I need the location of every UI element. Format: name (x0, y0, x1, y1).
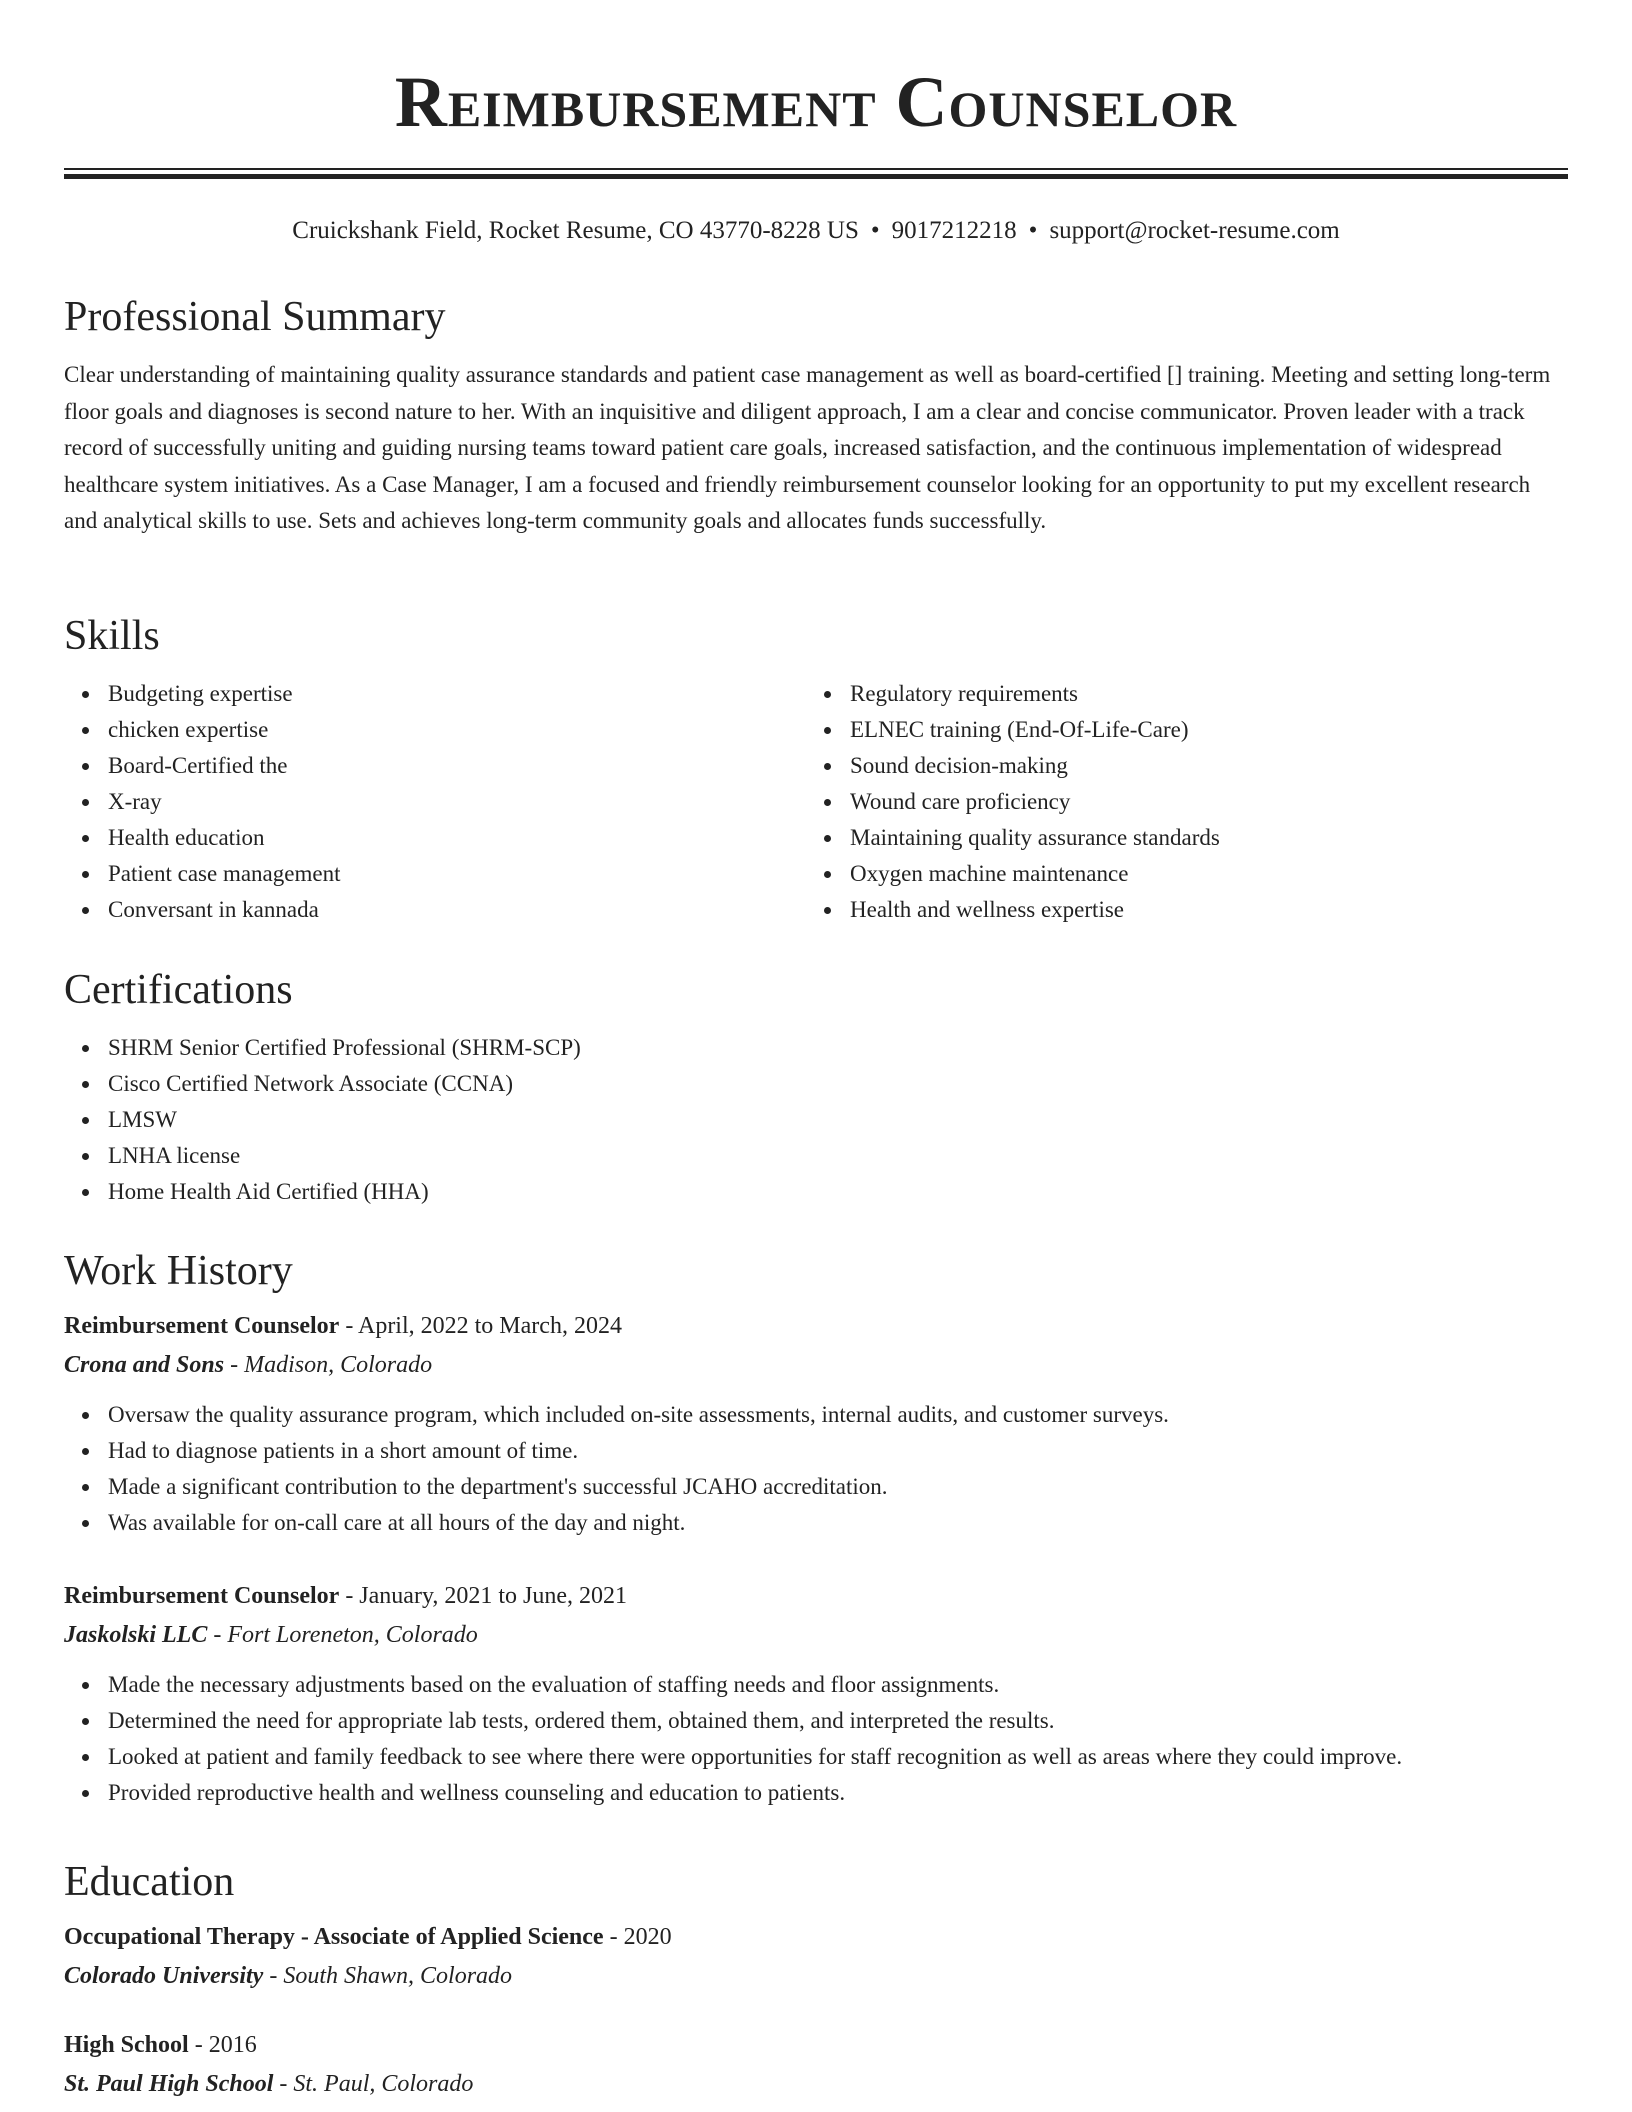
contact-separator: • (1028, 217, 1038, 244)
candidate-name: Reimbursement Counselor (394, 62, 1238, 142)
education-entry (64, 1918, 1568, 1996)
contact-separator: • (870, 217, 880, 244)
job-bullet: Determined the need for appropriate lab tests, ordered them, obtained them, and interpreted the results. (64, 1703, 1568, 1739)
skill-item: Board-Certified the (64, 748, 806, 784)
employer-line (64, 1346, 1568, 1385)
skills-columns (64, 676, 1568, 928)
school-name: St. Paul High School (64, 2071, 274, 2097)
certifications-list (64, 1030, 1568, 1210)
summary-heading: Professional Summary (64, 294, 446, 340)
skill-item: Regulatory requirements (806, 676, 1548, 712)
job-dates: - April, 2022 to March, 2024 (339, 1313, 622, 1339)
school-location: - St. Paul, Colorado (273, 2071, 474, 2097)
employer-name: Crona and Sons (64, 1352, 225, 1378)
employer-location: - Fort Loreneton, Colorado (207, 1622, 478, 1648)
contact-email: support@rocket-resume.com (1049, 217, 1340, 244)
skills-section (64, 608, 1568, 928)
job-bullets (64, 1397, 1568, 1541)
job-bullet: Was available for on-call care at all hours of the day and night. (64, 1505, 1568, 1541)
certifications-heading: Certifications (64, 967, 293, 1013)
employer-location: - Madison, Colorado (224, 1352, 433, 1378)
skills-heading: Skills (64, 613, 160, 659)
skill-item: ELNEC training (End-Of-Life-Care) (806, 712, 1548, 748)
skills-list-left (64, 676, 806, 928)
summary-text: Clear understanding of maintaining quality assurance standards and patient case management as well as board-certified [] training. Meeting and setting long-term floor goals and diagnoses is second nature to her. With an inquisitive and diligent approach, I am a clear and concise communicator. Proven leader with a track record of successfully uniting and guiding nursing teams toward patient care goals, increased satisfaction, and the continuous implementation of widespread healthcare system initiatives. As a Case Manager, I am a focused and friendly reimbursement counselor looking for an opportunity to put my excellent research and analytical skills to use. Sets and achieves long-term community goals and allocates funds successfully. (64, 362, 1551, 533)
certifications-section (64, 962, 1568, 1210)
skill-item: Conversant in kannada (64, 892, 806, 928)
degree-year: - 2020 (603, 1924, 672, 1950)
skill-item: Budgeting expertise (64, 676, 806, 712)
education-section (64, 1854, 1568, 2104)
certification-item: LMSW (64, 1102, 1568, 1138)
certification-item: Home Health Aid Certified (HHA) (64, 1174, 1568, 1210)
job-bullet: Provided reproductive health and wellness counseling and education to patients. (64, 1775, 1568, 1811)
employer-name: Jaskolski LLC (64, 1622, 208, 1648)
school-name: Colorado University (64, 1963, 264, 1989)
degree-line (64, 2026, 1568, 2065)
certification-item: LNHA license (64, 1138, 1568, 1174)
job-entry (64, 1577, 1568, 1811)
degree-name: Occupational Therapy - Associate of Applied Science (64, 1924, 604, 1950)
school-line (64, 2065, 1568, 2104)
education-heading: Education (64, 1859, 235, 1905)
job-title: Reimbursement Counselor (64, 1583, 340, 1609)
job-dates: - January, 2021 to June, 2021 (339, 1583, 628, 1609)
skill-item: Health education (64, 820, 806, 856)
work-history-heading: Work History (64, 1248, 293, 1294)
school-line (64, 1957, 1568, 1996)
job-entry (64, 1307, 1568, 1541)
employer-line (64, 1616, 1568, 1655)
header-rule-thin (64, 168, 1568, 170)
job-bullet: Had to diagnose patients in a short amount of time. (64, 1433, 1568, 1469)
skill-item: X-ray (64, 784, 806, 820)
education-entry (64, 2026, 1568, 2104)
skills-list-right (806, 676, 1548, 928)
job-bullet: Made the necessary adjustments based on the evaluation of staffing needs and floor assignments. (64, 1667, 1568, 1703)
school-location: - South Shawn, Colorado (263, 1963, 513, 1989)
contact-line (64, 213, 1568, 249)
job-title-line (64, 1307, 1568, 1346)
certification-item: Cisco Certified Network Associate (CCNA) (64, 1066, 1568, 1102)
skill-item: Wound care proficiency (806, 784, 1548, 820)
skill-item: Sound decision-making (806, 748, 1548, 784)
degree-line (64, 1918, 1568, 1957)
summary-section (64, 289, 1568, 540)
job-bullets (64, 1667, 1568, 1811)
header-rule-thick (64, 174, 1568, 179)
job-bullet: Looked at patient and family feedback to see where there were opportunities for staff recognition as well as areas where they could improve. (64, 1739, 1568, 1775)
job-bullet: Made a significant contribution to the department's successful JCAHO accreditation. (64, 1469, 1568, 1505)
skill-item: Patient case management (64, 856, 806, 892)
certification-item: SHRM Senior Certified Professional (SHRM-SCP) (64, 1030, 1568, 1066)
skill-item: Maintaining quality assurance standards (806, 820, 1548, 856)
work-history-section (64, 1243, 1568, 1811)
contact-address: Cruickshank Field, Rocket Resume, CO 43770-8228 US (292, 217, 859, 244)
contact-phone: 9017212218 (891, 217, 1017, 244)
degree-name: High School (64, 2032, 189, 2058)
job-bullet: Oversaw the quality assurance program, which included on-site assessments, internal audits, and customer surveys. (64, 1397, 1568, 1433)
degree-year: - 2016 (188, 2032, 257, 2058)
job-title: Reimbursement Counselor (64, 1313, 340, 1339)
skill-item: Oxygen machine maintenance (806, 856, 1548, 892)
job-title-line (64, 1577, 1568, 1616)
skill-item: chicken expertise (64, 712, 806, 748)
skill-item: Health and wellness expertise (806, 892, 1548, 928)
